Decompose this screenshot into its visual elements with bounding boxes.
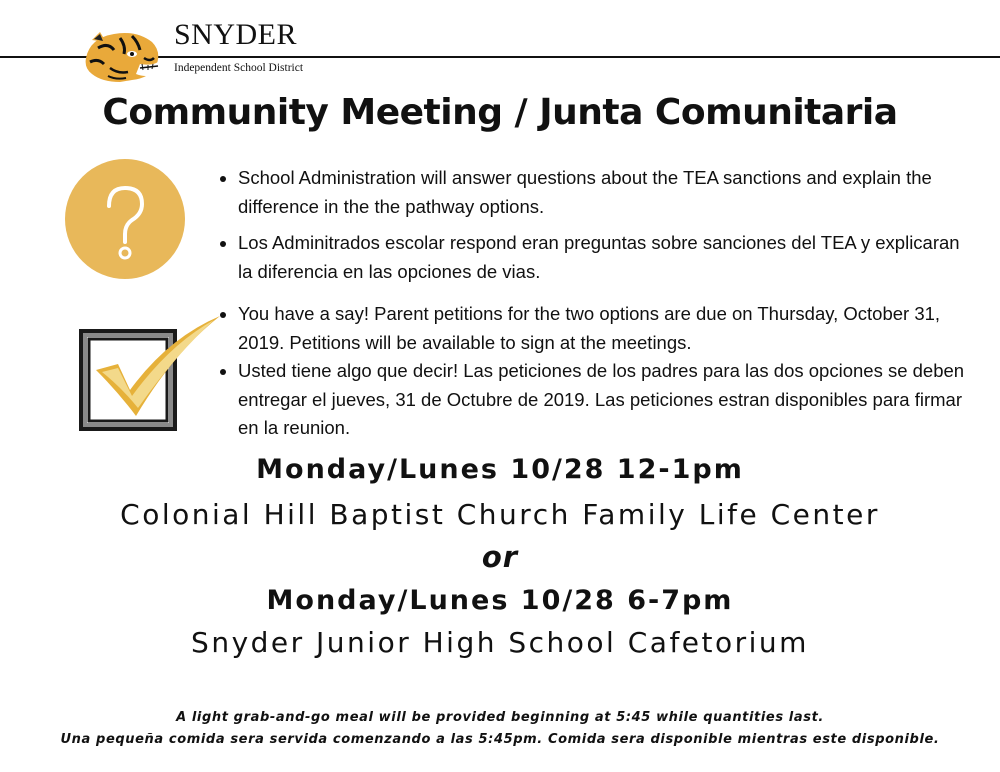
list-item: • Los Adminitrados escolar respond eran preguntas sobre sanciones del TEA y explicaran la diferencia en las opciones de vias. bbox=[238, 229, 978, 286]
list-item: • Usted tiene algo que decir! Las peticiones de los padres para las dos opciones se deben entregar el jueves, 31 de Octubre de 2019. Las peticiones estran disponibles para firmar en la reunion. bbox=[238, 357, 978, 443]
checkbox-checkmark-icon bbox=[78, 312, 228, 432]
second-meeting-date: Monday/Lunes 10/28 6-7pm bbox=[266, 585, 734, 616]
second-meeting-location: Snyder Junior High School Cafetorium bbox=[191, 626, 809, 659]
page-header bbox=[0, 0, 1000, 90]
info-bullet-list bbox=[216, 164, 978, 294]
tiger-logo-icon bbox=[80, 28, 162, 84]
petition-bullet-list bbox=[216, 300, 978, 443]
meeting-separator: or bbox=[481, 540, 519, 574]
first-meeting-date: Monday/Lunes 10/28 12-1pm bbox=[256, 454, 744, 485]
page-title: Community Meeting / Junta Comunitaria bbox=[102, 92, 898, 133]
district-subtitle: Independent School District bbox=[174, 62, 304, 74]
first-meeting-location: Colonial Hill Baptist Church Family Life Center bbox=[120, 498, 880, 531]
question-mark-icon bbox=[64, 158, 186, 280]
meal-note-spanish: Una pequeña comida sera servida comenzando a las 5:45pm. Comida sera disponible mientras este disponible. bbox=[60, 732, 940, 747]
list-item: • School Administration will answer questions about the TEA sanctions and explain the difference in the the pathway options. bbox=[238, 164, 978, 221]
meal-note-english: A light grab-and-go meal will be provided beginning at 5:45 while quantities last. bbox=[176, 710, 824, 725]
district-name: SNYDER bbox=[174, 18, 298, 51]
list-item: • You have a say! Parent petitions for the two options are due on Thursday, October 31, 2019. Petitions will be available to sign at the meetings. bbox=[238, 300, 978, 357]
